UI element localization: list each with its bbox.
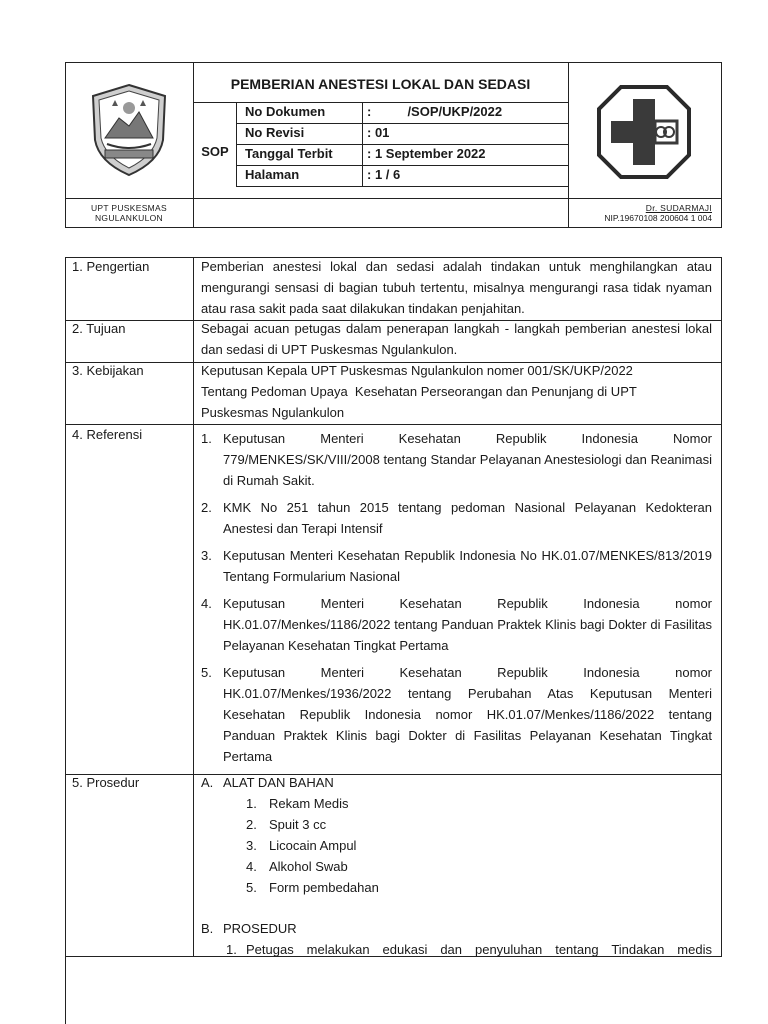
text-pengertian: Pemberian anestesi lokal dan sedasi adalah tindakan untuk menghilangkan atau mengurangi sensasi di bagian tubuh tertentu, misalnya mengurangi rasa tidak nyaman atau rasa sakit pada saat dilakukan tindakan penjahitan. xyxy=(201,259,712,316)
list-number: 4. xyxy=(201,596,212,611)
document-title: PEMBERIAN ANESTESI LOKAL DAN SEDASI xyxy=(230,76,531,92)
referensi-list xyxy=(195,428,712,767)
meta-value-tanggal-terbit: : 1 September 2022 xyxy=(367,146,486,161)
section-a-title: ALAT DAN BAHAN xyxy=(223,775,334,790)
meta-value-halaman: : 1 / 6 xyxy=(367,167,401,182)
sop-label: SOP xyxy=(201,144,229,159)
list-text: Keputusan Menteri Kesehatan Republik Indonesia No HK.01.07/MENKES/813/2019 Tentang Formularium Nasional xyxy=(223,548,712,584)
step-number: 1. xyxy=(226,942,237,957)
tool-number: 2. xyxy=(246,817,257,832)
label-pengertian: 1. Pengertian xyxy=(72,259,150,274)
tool-item: Licocain Ampul xyxy=(269,838,357,853)
tool-number: 5. xyxy=(246,880,257,895)
tool-item: Form pembedahan xyxy=(269,880,379,895)
regency-emblem xyxy=(85,82,173,178)
divider xyxy=(236,186,568,187)
label-tujuan: 2. Tujuan xyxy=(72,321,126,336)
list-number: 2. xyxy=(201,500,212,515)
list-number: 1. xyxy=(201,431,212,446)
section-a-letter: A. xyxy=(201,775,214,790)
tool-number: 3. xyxy=(246,838,257,853)
tool-number: 4. xyxy=(246,859,257,874)
org-name-line1: UPT PUSKESMAS xyxy=(90,203,167,213)
section-b-title: PROSEDUR xyxy=(223,921,297,936)
signer-nip: NIP.19670108 200604 1 004 xyxy=(604,213,712,223)
list-number: 3. xyxy=(201,548,212,563)
list-item xyxy=(195,497,712,539)
meta-label-tanggal-terbit: Tanggal Terbit xyxy=(245,146,333,161)
org-name-line2: NGULANKULON xyxy=(94,213,163,223)
signer-name: Dr. SUDARMAJI xyxy=(645,203,712,213)
divider xyxy=(65,424,722,425)
list-item xyxy=(195,428,712,491)
text-kebijakan-line1: Keputusan Kepala UPT Puskesmas Ngulankulon nomer 001/SK/UKP/2022 xyxy=(201,363,633,378)
divider xyxy=(236,123,568,124)
section-b-letter: B. xyxy=(201,921,214,936)
tool-number: 1. xyxy=(246,796,257,811)
list-item xyxy=(195,593,712,656)
list-text: Keputusan Menteri Kesehatan Republik Indonesia Nomor 779/MENKES/SK/VIII/2008 tentang Standar Pelayanan Anestesiologi dan Reanimasi di Rumah Sakit. xyxy=(223,431,712,488)
meta-label-halaman: Halaman xyxy=(245,167,300,182)
text-tujuan: Sebagai acuan petugas dalam penerapan langkah - langkah pemberian anestesi lokal dan sedasi di UPT Puskesmas Ngulankulon. xyxy=(201,321,712,357)
tool-item: Spuit 3 cc xyxy=(269,817,327,832)
list-text: KMK No 251 tahun 2015 tentang pedoman Nasional Pelayanan Kedokteran Anestesi dan Terapi Intensif xyxy=(223,500,712,536)
divider xyxy=(65,198,722,199)
divider xyxy=(236,144,568,145)
tool-item: Rekam Medis xyxy=(269,796,349,811)
list-item xyxy=(195,545,712,587)
list-text: Keputusan Menteri Kesehatan Republik Indonesia nomor HK.01.07/Menkes/1936/2022 tentang Perubahan Atas Keputusan Menteri Kesehatan Republik Indonesia nomor HK.01.07/Menkes/1186/2022 tentang Panduan Praktek Klinis bagi Dokter di Fasilitas Pelayanan Kesehatan Tingkat Pertama xyxy=(223,665,712,764)
divider xyxy=(236,165,568,166)
meta-label-no-revisi: No Revisi xyxy=(245,125,305,140)
puskesmas-logo xyxy=(597,85,691,179)
divider xyxy=(65,774,722,775)
list-number: 5. xyxy=(201,665,212,680)
meta-label-no-dokumen: No Dokumen xyxy=(245,104,326,119)
step-text: Petugas melakukan edukasi dan penyuluhan tentang Tindakan medis xyxy=(246,942,712,957)
divider xyxy=(65,257,66,1024)
label-referensi: 4. Referensi xyxy=(72,427,143,442)
list-item xyxy=(195,662,712,767)
list-text: Keputusan Menteri Kesehatan Republik Indonesia nomor HK.01.07/Menkes/1186/2022 tentang Panduan Praktek Klinis bagi Dokter di Fasilitas Pelayanan Kesehatan Tingkat Pertama xyxy=(223,596,712,653)
meta-value-no-revisi: : 01 xyxy=(367,125,390,140)
label-kebijakan: 3. Kebijakan xyxy=(72,363,144,378)
meta-grid xyxy=(236,102,568,186)
tool-item: Alkohol Swab xyxy=(269,859,348,874)
meta-value-no-dokumen: : /SOP/UKP/2022 xyxy=(367,104,503,119)
text-kebijakan-line3: Puskesmas Ngulankulon xyxy=(201,405,345,420)
text-kebijakan-line2: Tentang Pedoman Upaya Kesehatan Perseorangan dan Penunjang di UPT xyxy=(201,384,637,399)
label-prosedur: 5. Prosedur xyxy=(72,775,140,790)
